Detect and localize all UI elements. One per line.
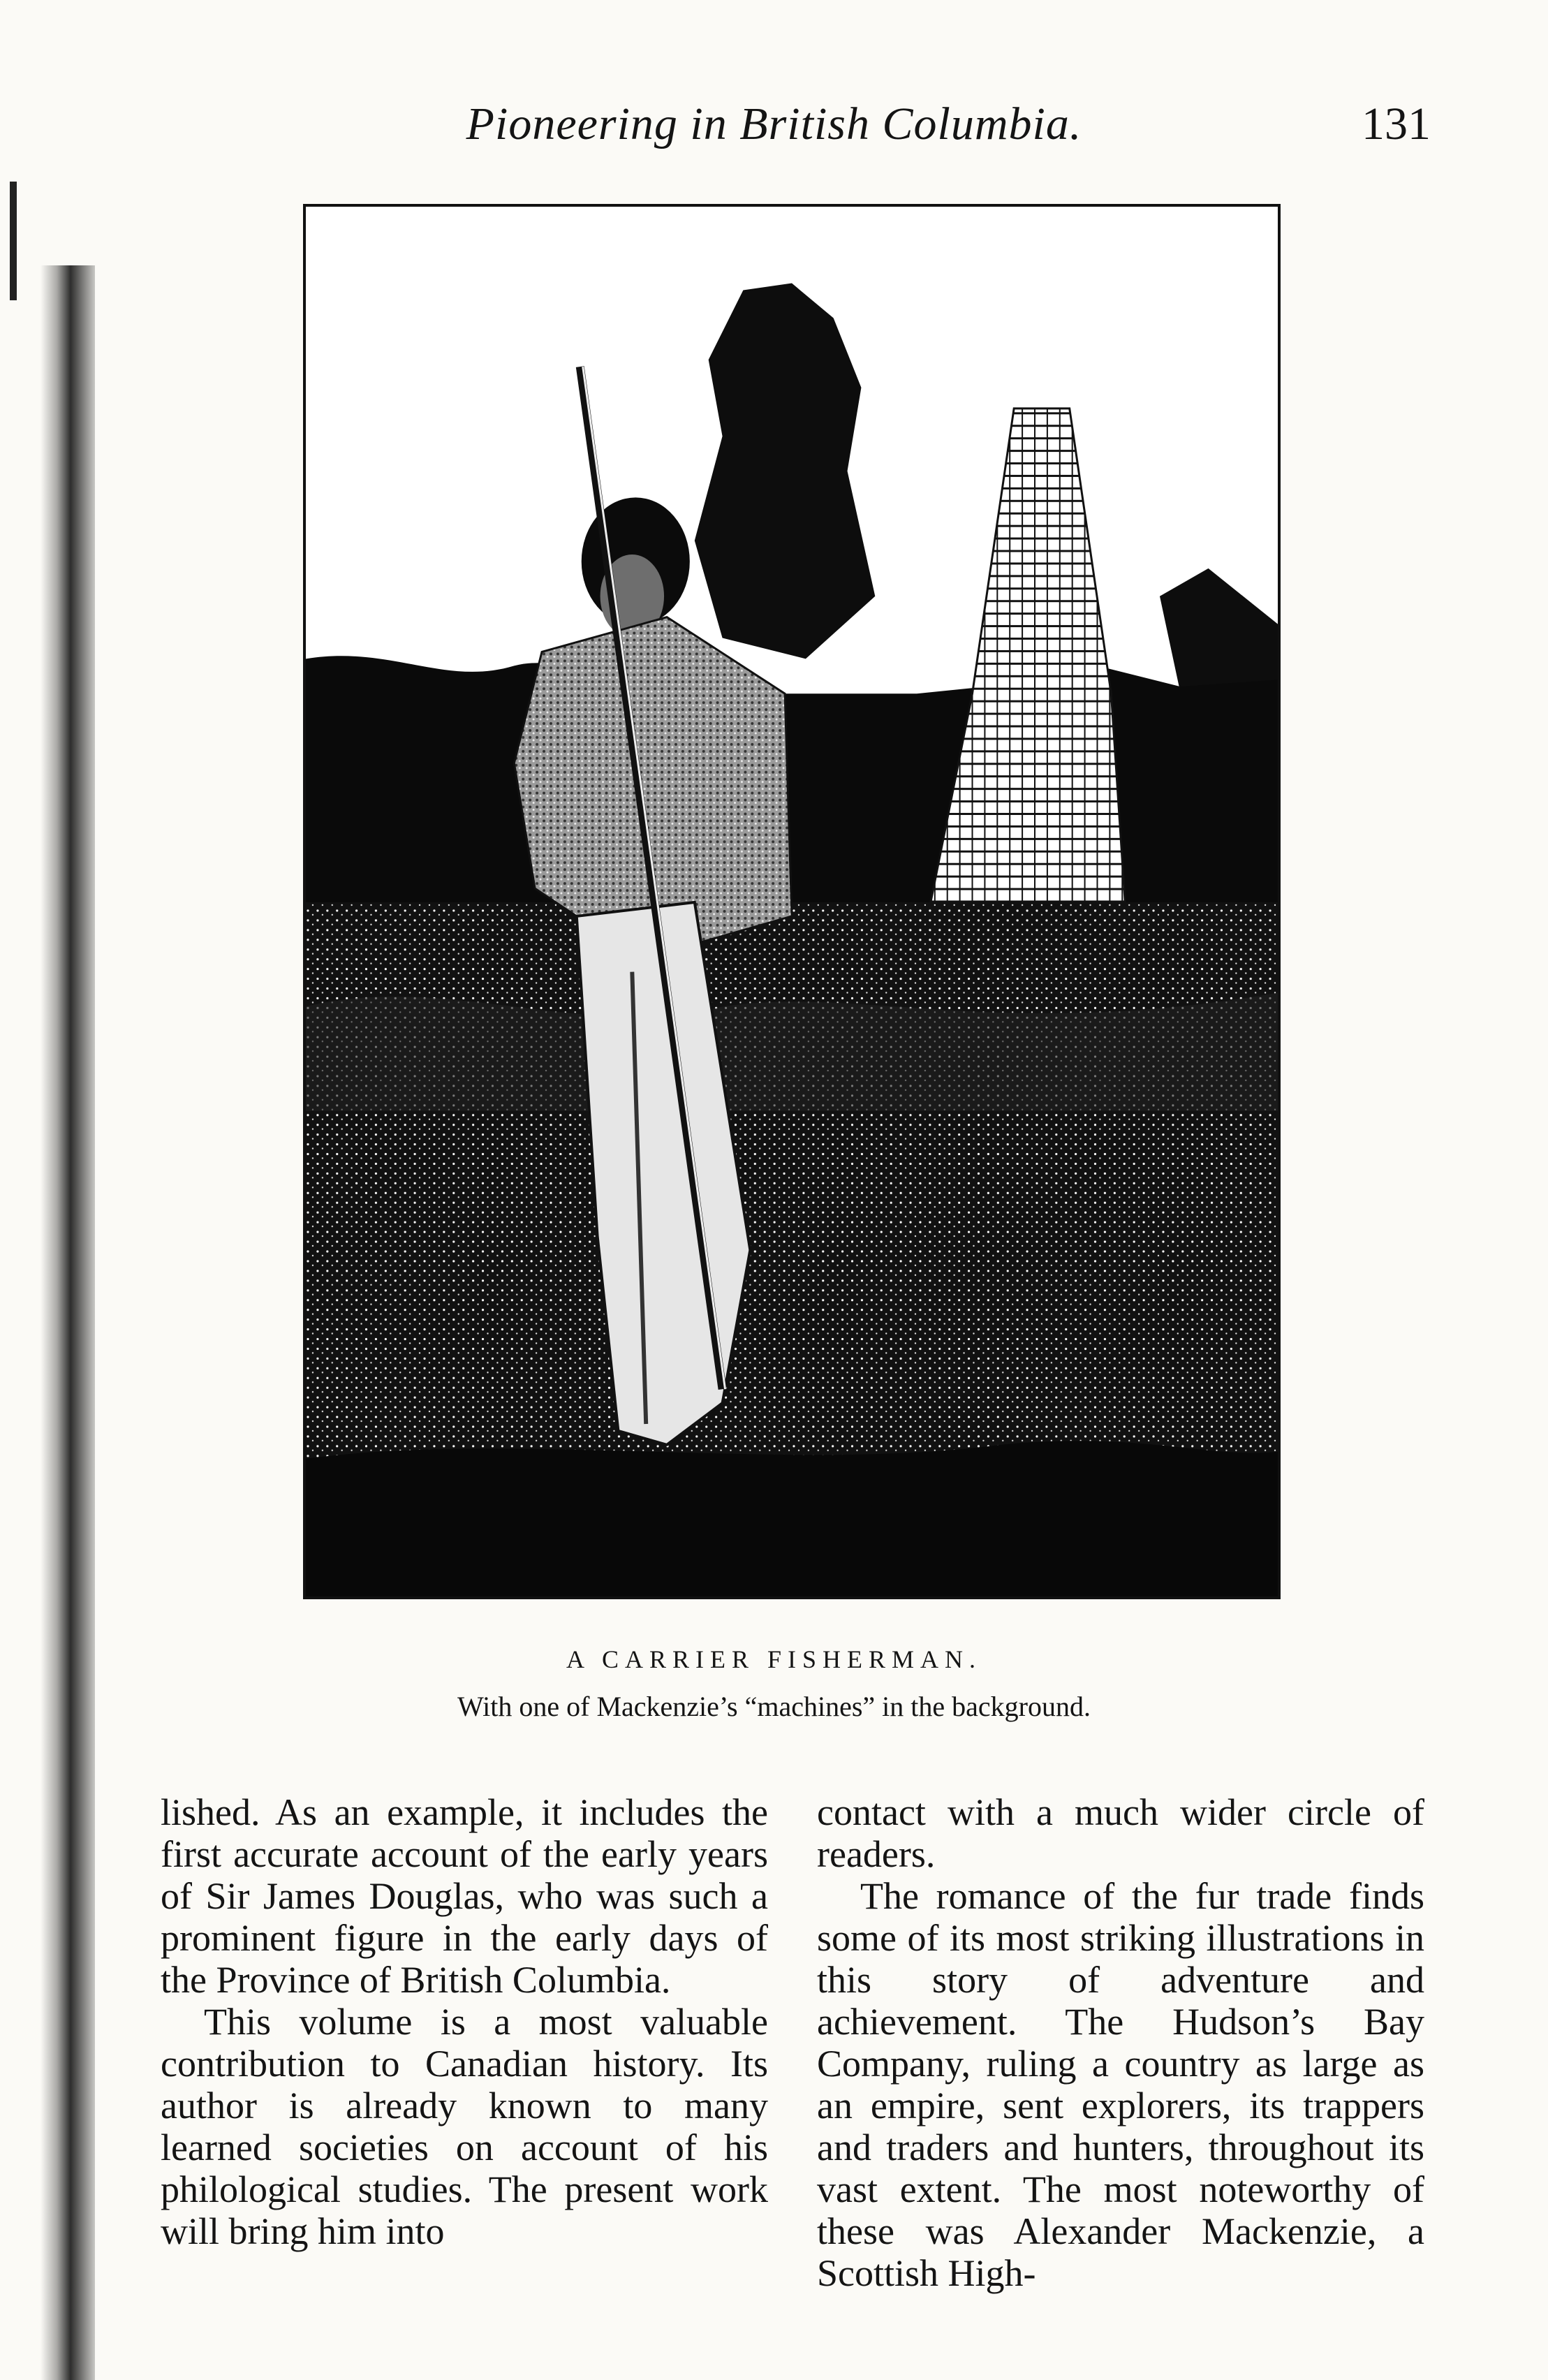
page-number: 131 <box>1362 98 1431 149</box>
paragraph: contact with a much wider circle of readers. <box>817 1791 1424 1875</box>
running-title: Pioneering in British Columbia. <box>466 98 1082 149</box>
page-gutter-shadow <box>40 265 95 2380</box>
paragraph: The romance of the fur trade finds some of its most striking illustrations in this story of adventure and achievement. The Hudson’s Bay Company, ruling a country as large as an empire, sent explorers, its trappers and traders and hunters, throughout its vast extent. The most noteworthy of these was Alexander Mackenzie, a Scottish High- <box>817 1875 1424 2294</box>
paragraph: lished. As an example, it includes the first accurate account of the early years of Sir James Douglas, who was such a prominent figure in the early days of the Province of British Columbia. <box>161 1791 768 2001</box>
body-column-left <box>161 1791 768 2252</box>
figure-caption-subtitle: With one of Mackenzie’s “machines” in the background. <box>457 1691 1091 1722</box>
figure-caption-title: A CARRIER FISHERMAN. <box>566 1645 982 1673</box>
photograph-plate <box>303 204 1281 1599</box>
page-edge-mark <box>10 182 17 300</box>
carrier-fisherman-photo <box>306 207 1278 1596</box>
body-column-right <box>817 1791 1424 2294</box>
paragraph: This volume is a most valuable contribution to Canadian history. Its author is already known to many learned societies on account of his philological studies. The present work will bring him into <box>161 2001 768 2252</box>
